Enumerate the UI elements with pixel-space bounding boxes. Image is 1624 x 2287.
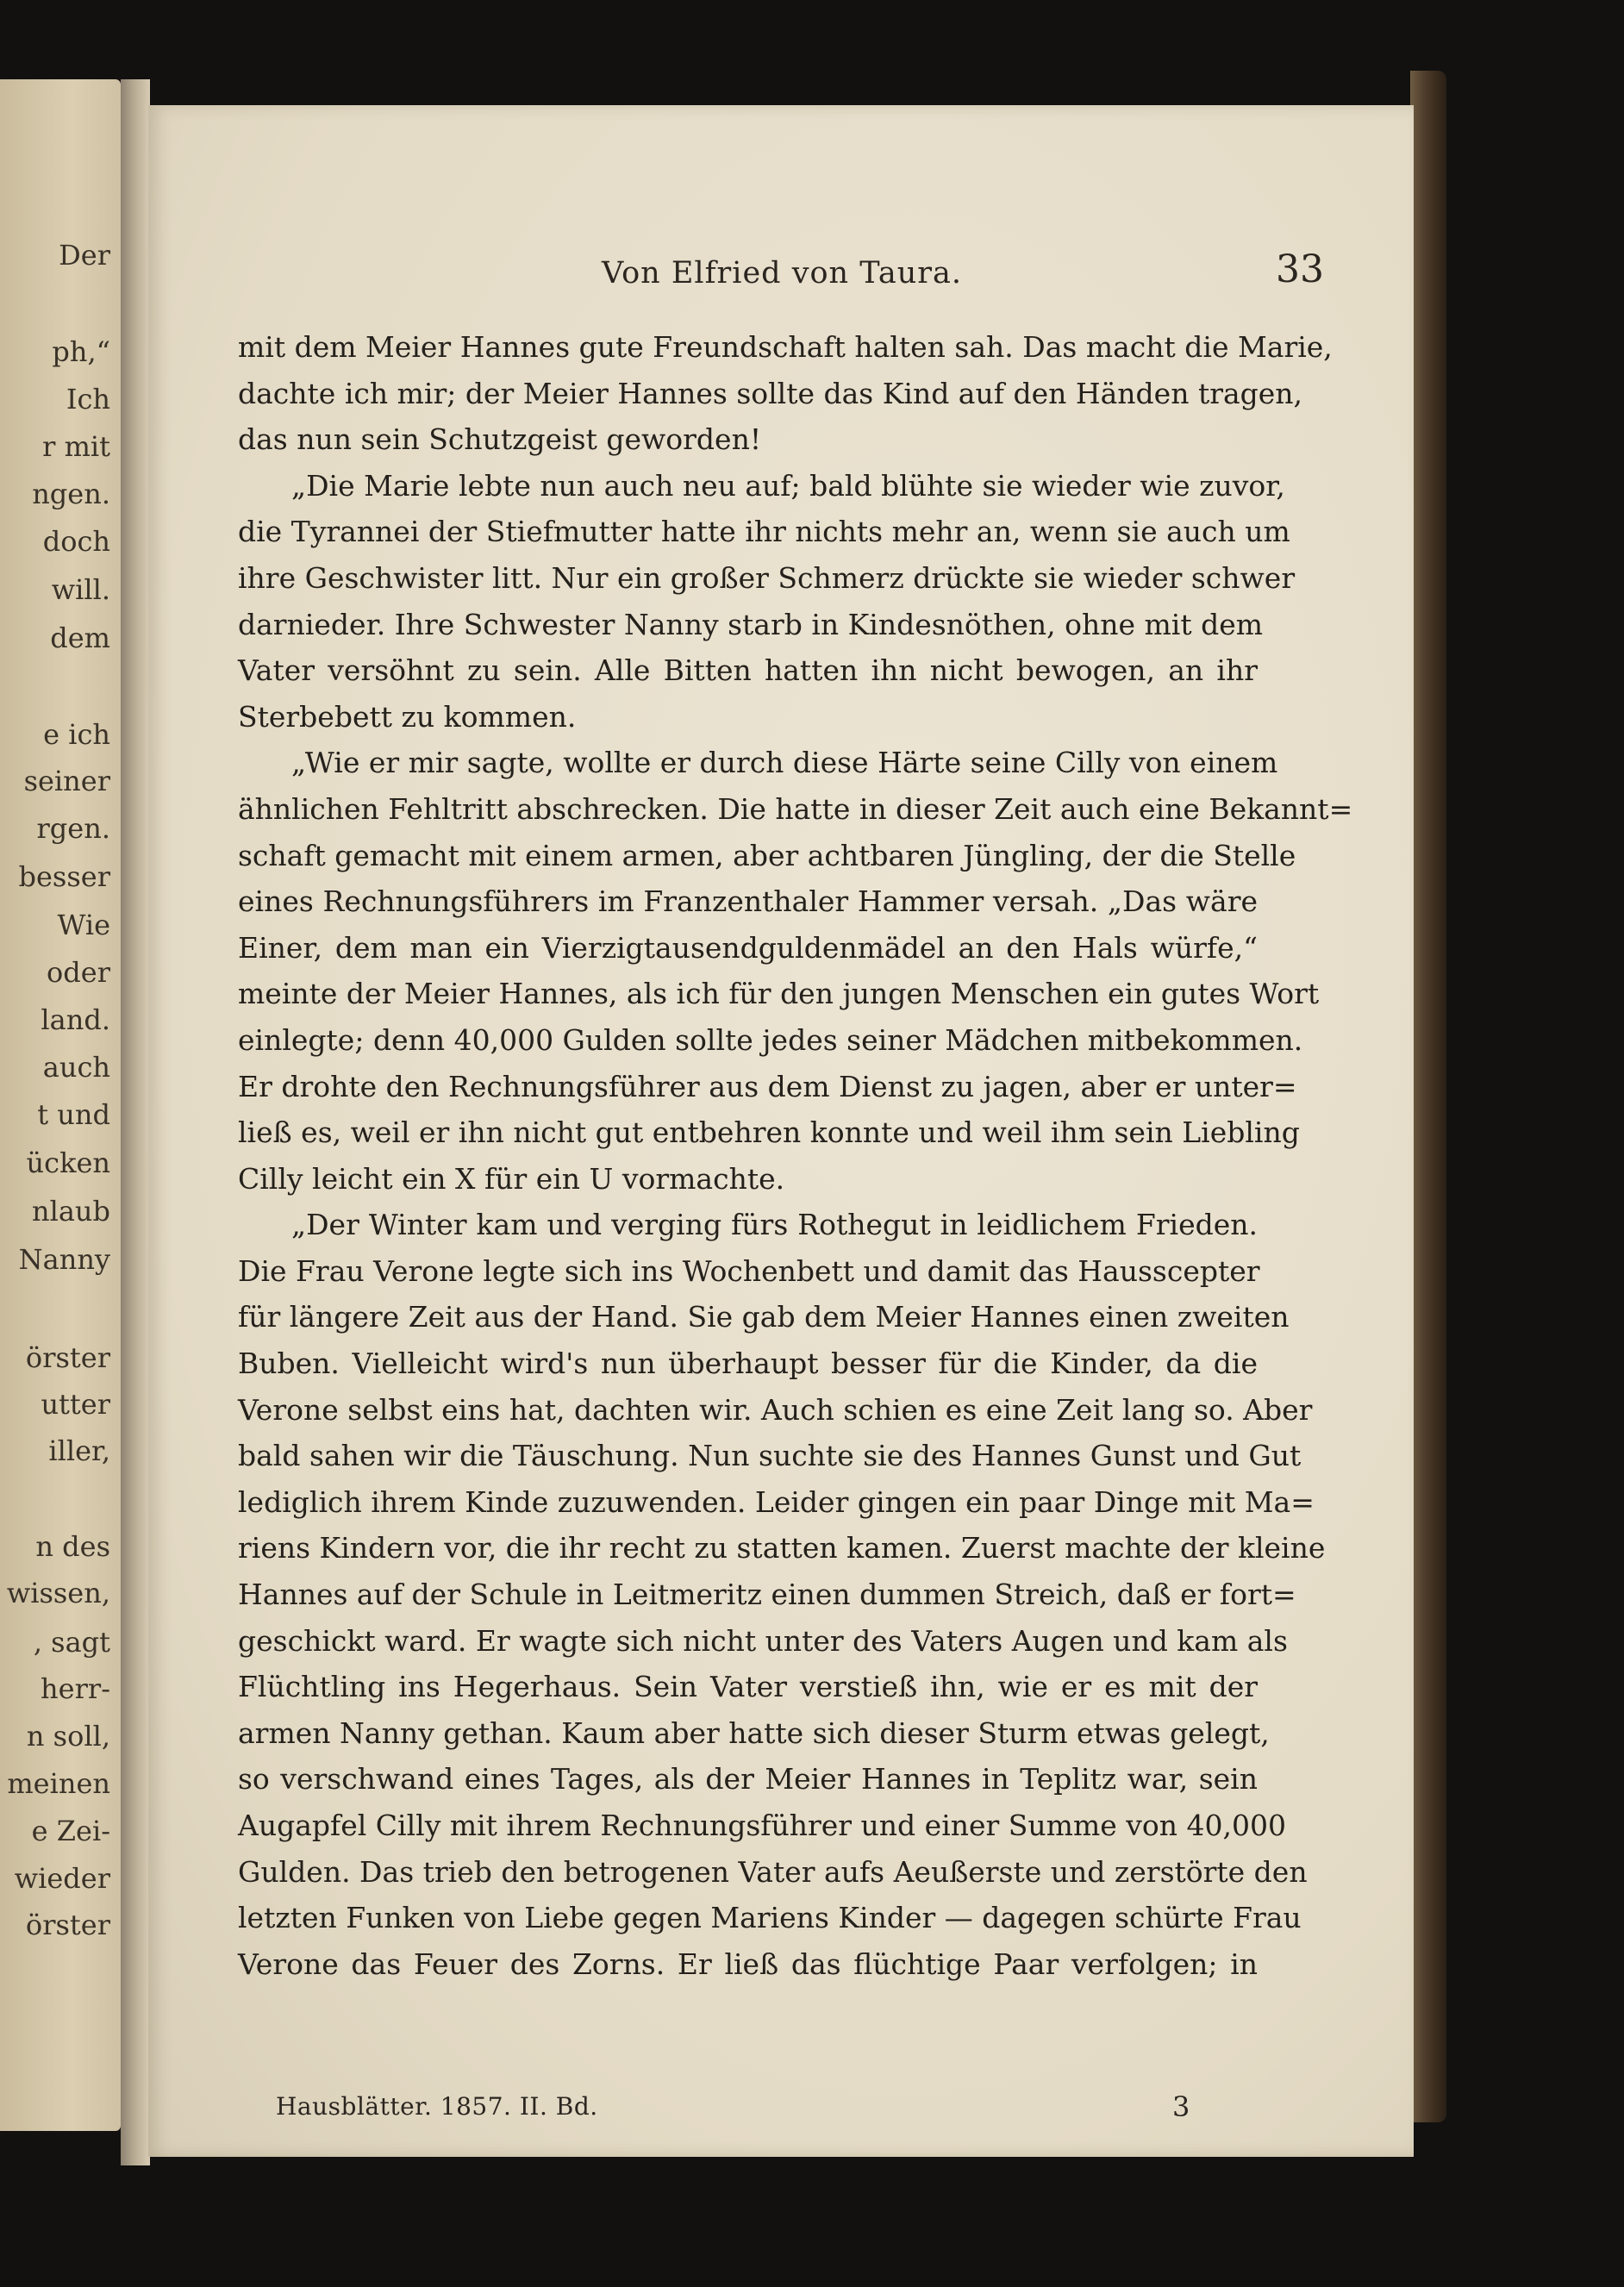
left-page-fragment: iller, [48, 1434, 110, 1467]
left-page-fragment: nlaub [31, 1195, 110, 1228]
left-page-fragment: e Zei- [31, 1815, 110, 1847]
page-number: 33 [1276, 247, 1324, 291]
page-footer [276, 2092, 1233, 2127]
text-line: ihre Geschwister litt. Nur ein großer Schmerz drückte sie wieder schwer [238, 560, 1296, 595]
text-line: ließ es, weil er ihn nicht gut entbehren konnte und weil ihm sein Liebling [238, 1115, 1300, 1150]
text-line: Hannes auf der Schule in Leitmeritz einen dummen Streich, daß er fort= [238, 1578, 1296, 1612]
left-page-fragment: auch [42, 1051, 110, 1084]
left-page-fragment: utter [41, 1388, 110, 1421]
left-page-fragment: meinen [7, 1767, 110, 1800]
text-line: Vater versöhnt zu sein. Alle Bitten hatten ihn nicht bewogen, an ihr [238, 653, 1258, 688]
left-page-fragment: wissen, [6, 1577, 110, 1609]
text-line: armen Nanny gethan. Kaum aber hatte sich dieser Sturm etwas gelegt, [238, 1715, 1270, 1750]
text-line: so verschwand eines Tages, als der Meier Hannes in Teplitz war, sein [238, 1762, 1258, 1796]
left-page-fragment: doch [42, 525, 110, 558]
text-line: Verone selbst eins hat, dachten wir. Auch schien es eine Zeit lang so. Aber [238, 1392, 1313, 1427]
text-line: schaft gemacht mit einem armen, aber achtbaren Jüngling, der die Stelle [238, 838, 1296, 872]
book-page [148, 105, 1414, 2157]
text-line: riens Kindern vor, die ihr recht zu statten kamen. Zuerst machte der kleine [238, 1531, 1326, 1565]
left-page-fragment: Wie [57, 909, 110, 941]
text-line: das nun sein Schutzgeist geworden! [238, 422, 762, 457]
left-page-text-fragments [0, 79, 121, 2131]
signature-mark: 3 [1172, 2090, 1190, 2123]
text-line: „Wie er mir sagte, wollte er durch diese Härte seine Cilly von einem [291, 746, 1278, 780]
left-page-fragment: herr- [41, 1672, 110, 1705]
body-text [238, 324, 1353, 1987]
signature-note: Hausblätter. 1857. II. Bd. [276, 2092, 598, 2121]
left-page-fragment: , sagt [33, 1626, 110, 1659]
left-page-fragment: ph,“ [52, 335, 110, 368]
text-line: Buben. Vielleicht wird's nun überhaupt besser für die Kinder, da die [238, 1347, 1258, 1381]
left-page-fragment: ücken [26, 1147, 110, 1179]
left-page-fragment: land. [41, 1003, 110, 1036]
text-line: dachte ich mir; der Meier Hannes sollte das Kind auf den Händen tragen, [238, 376, 1303, 410]
text-line: einlegte; denn 40,000 Gulden sollte jedes seiner Mädchen mitbekommen. [238, 1022, 1303, 1057]
text-line: Augapfel Cilly mit ihrem Rechnungsführer und einer Summe von 40,000 [238, 1809, 1286, 1842]
text-line: Einer, dem man ein Vierzigtausendguldenmädel an den Hals würfe,“ [238, 930, 1258, 965]
left-page-fragment: rgen. [36, 812, 110, 845]
running-header [240, 247, 1324, 299]
text-line: geschickt ward. Er wagte sich nicht unter des Vaters Augen und kam als [238, 1623, 1288, 1658]
text-line: Die Frau Verone legte sich ins Wochenbett und damit das Hausscepter [238, 1253, 1260, 1288]
left-page-fragment: seiner [23, 765, 110, 797]
text-line: letzten Funken von Liebe gegen Mariens Kinder — dagegen schürte Frau [238, 1901, 1302, 1935]
left-page-fragment: n soll, [26, 1720, 110, 1753]
text-line: meinte der Meier Hannes, als ich für den jungen Menschen ein gutes Wort [238, 977, 1320, 1011]
left-page-fragment: Ich [66, 383, 110, 416]
book-cover-edge [1410, 71, 1446, 2122]
text-line: darnieder. Ihre Schwester Nanny starb in Kindesnöthen, ohne mit dem [238, 607, 1264, 641]
left-page-fragment: wieder [14, 1862, 110, 1895]
text-line: ähnlichen Fehltritt abschrecken. Die hatte in dieser Zeit auch eine Bekannt= [238, 791, 1353, 826]
text-line: bald sahen wir die Täuschung. Nun suchte sie des Hannes Gunst und Gut [238, 1439, 1302, 1473]
left-page-fragment: n des [35, 1530, 110, 1563]
text-line: mit dem Meier Hannes gute Freundschaft halten sah. Das macht die Marie, [238, 330, 1333, 364]
left-page-fragment: oder [47, 956, 110, 989]
text-line: Gulden. Das trieb den betrogenen Vater aufs Aeußerste und zerstörte den [238, 1854, 1308, 1889]
text-line: die Tyrannei der Stiefmutter hatte ihr nichts mehr an, wenn sie auch um [238, 515, 1290, 549]
left-page-fragment: Nanny [18, 1243, 110, 1276]
left-page-fragment: örster [25, 1341, 110, 1374]
text-line: für längere Zeit aus der Hand. Sie gab dem Meier Hannes einen zweiten [238, 1300, 1290, 1334]
left-page-fragment: r mit [42, 430, 110, 463]
left-page-fragment: will. [51, 573, 110, 606]
left-page-fragment: e ich [43, 718, 110, 751]
left-page-fragment: ngen. [32, 478, 110, 510]
left-page-fragment: Der [59, 239, 110, 272]
text-line: eines Rechnungsführers im Franzenthaler Hammer versah. „Das wäre [238, 884, 1258, 919]
running-title: Von Elfried von Taura. [602, 256, 962, 291]
left-page-fragment: örster [25, 1909, 110, 1941]
book-gutter [121, 79, 150, 2165]
left-page-fragment: dem [50, 622, 110, 654]
left-page-edge [0, 79, 121, 2131]
text-line: „Der Winter kam und verging fürs Rothegut in leidlichem Frieden. [291, 1208, 1258, 1242]
text-line: Sterbebett zu kommen. [238, 699, 577, 734]
text-line: Cilly leicht ein X für ein U vormachte. [238, 1161, 785, 1196]
text-line: Flüchtling ins Hegerhaus. Sein Vater verstieß ihn, wie er es mit der [238, 1670, 1258, 1704]
text-line: Er drohte den Rechnungsführer aus dem Dienst zu jagen, aber er unter= [238, 1069, 1297, 1103]
left-page-fragment: t und [37, 1098, 110, 1131]
left-page-fragment: besser [18, 860, 110, 893]
text-line: Verone das Feuer des Zorns. Er ließ das flüchtige Paar verfolgen; in [238, 1946, 1258, 1981]
text-line: „Die Marie lebte nun auch neu auf; bald blühte sie wieder wie zuvor, [291, 468, 1285, 503]
text-line: lediglich ihrem Kinde zuzuwenden. Leider gingen ein paar Dinge mit Ma= [238, 1484, 1315, 1519]
